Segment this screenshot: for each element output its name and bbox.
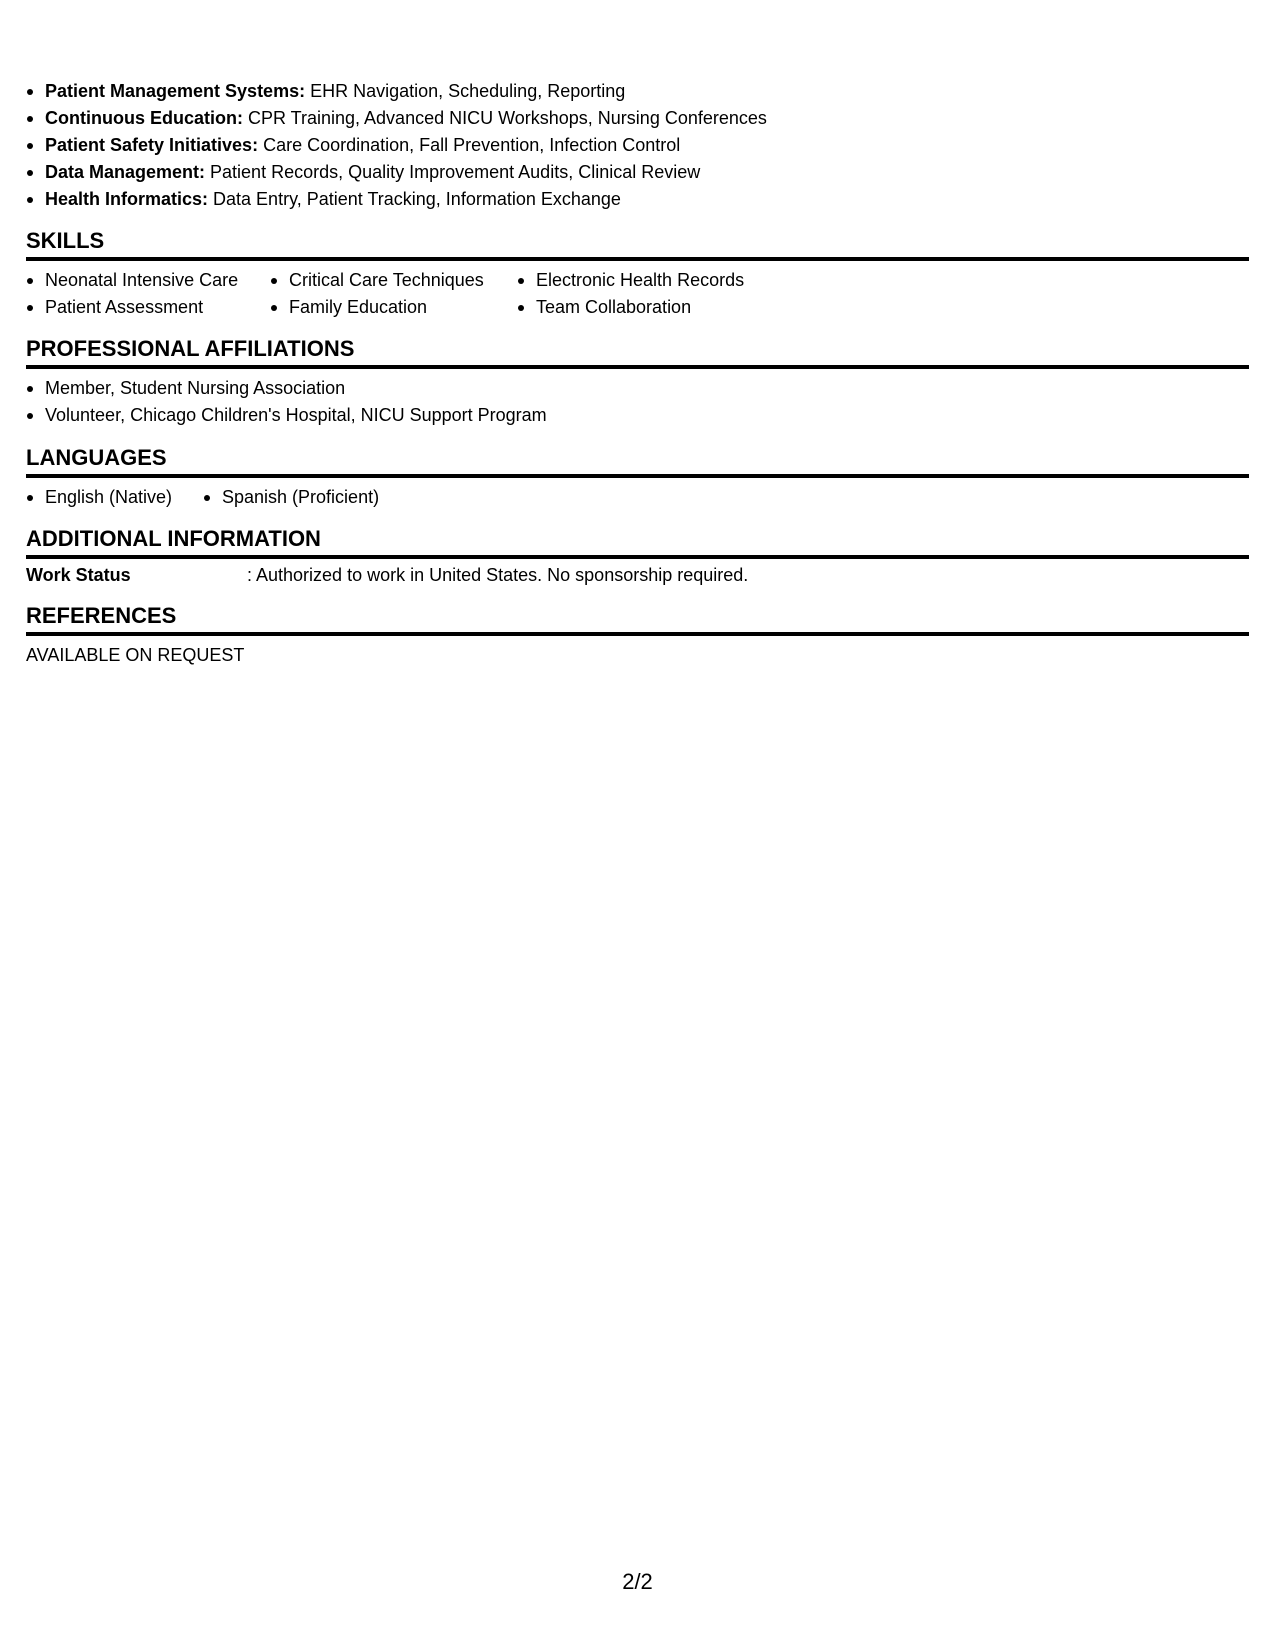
work-status-value: : Authorized to work in United States. No sponsorship required. xyxy=(247,565,749,585)
language-item: Spanish (Proficient) xyxy=(203,484,503,511)
item-term: Patient Management Systems: xyxy=(45,81,306,101)
languages-list xyxy=(26,484,1249,511)
list-item xyxy=(26,159,1249,186)
skill-item: Patient Assessment xyxy=(26,294,270,321)
list-item xyxy=(26,105,1249,132)
item-text: CPR Training, Advanced NICU Workshops, Nursing Conferences xyxy=(242,108,767,128)
language-column xyxy=(26,484,203,511)
item-term: Health Informatics: xyxy=(45,189,209,209)
references-heading: REFERENCES xyxy=(26,602,1249,636)
skills-column xyxy=(270,267,517,321)
affiliation-item: Volunteer, Chicago Children's Hospital, NICU Support Program xyxy=(26,402,1249,429)
list-item xyxy=(26,186,1249,213)
affiliations-heading: PROFESSIONAL AFFILIATIONS xyxy=(26,335,1249,369)
resume-page xyxy=(26,78,1249,669)
skill-item: Team Collaboration xyxy=(517,294,817,321)
language-item: English (Native) xyxy=(26,484,203,511)
skill-item: Critical Care Techniques xyxy=(270,267,517,294)
language-column xyxy=(203,484,503,511)
additional-info-heading: ADDITIONAL INFORMATION xyxy=(26,525,1249,559)
languages-heading: LANGUAGES xyxy=(26,444,1249,478)
skill-item: Family Education xyxy=(270,294,517,321)
page-number: 2/2 xyxy=(622,1569,653,1594)
work-status-row xyxy=(26,562,1249,589)
list-item xyxy=(26,132,1249,159)
item-text: Care Coordination, Fall Prevention, Infection Control xyxy=(258,135,681,155)
competencies-list xyxy=(26,78,1249,213)
skills-column xyxy=(517,267,817,321)
item-text: EHR Navigation, Scheduling, Reporting xyxy=(305,81,626,101)
work-status-label: Work Status xyxy=(26,565,131,585)
affiliations-list xyxy=(26,375,1249,429)
item-term: Continuous Education: xyxy=(45,108,243,128)
skills-column xyxy=(26,267,270,321)
skills-heading: SKILLS xyxy=(26,227,1249,261)
item-text: Data Entry, Patient Tracking, Information Exchange xyxy=(208,189,621,209)
skill-item: Neonatal Intensive Care xyxy=(26,267,270,294)
item-text: Patient Records, Quality Improvement Audits, Clinical Review xyxy=(205,162,701,182)
skill-item: Electronic Health Records xyxy=(517,267,817,294)
references-text: AVAILABLE ON REQUEST xyxy=(26,645,245,665)
skills-grid xyxy=(26,267,1249,321)
item-term: Data Management: xyxy=(45,162,206,182)
list-item xyxy=(26,78,1249,105)
item-term: Patient Safety Initiatives: xyxy=(45,135,259,155)
affiliation-item: Member, Student Nursing Association xyxy=(26,375,1249,402)
